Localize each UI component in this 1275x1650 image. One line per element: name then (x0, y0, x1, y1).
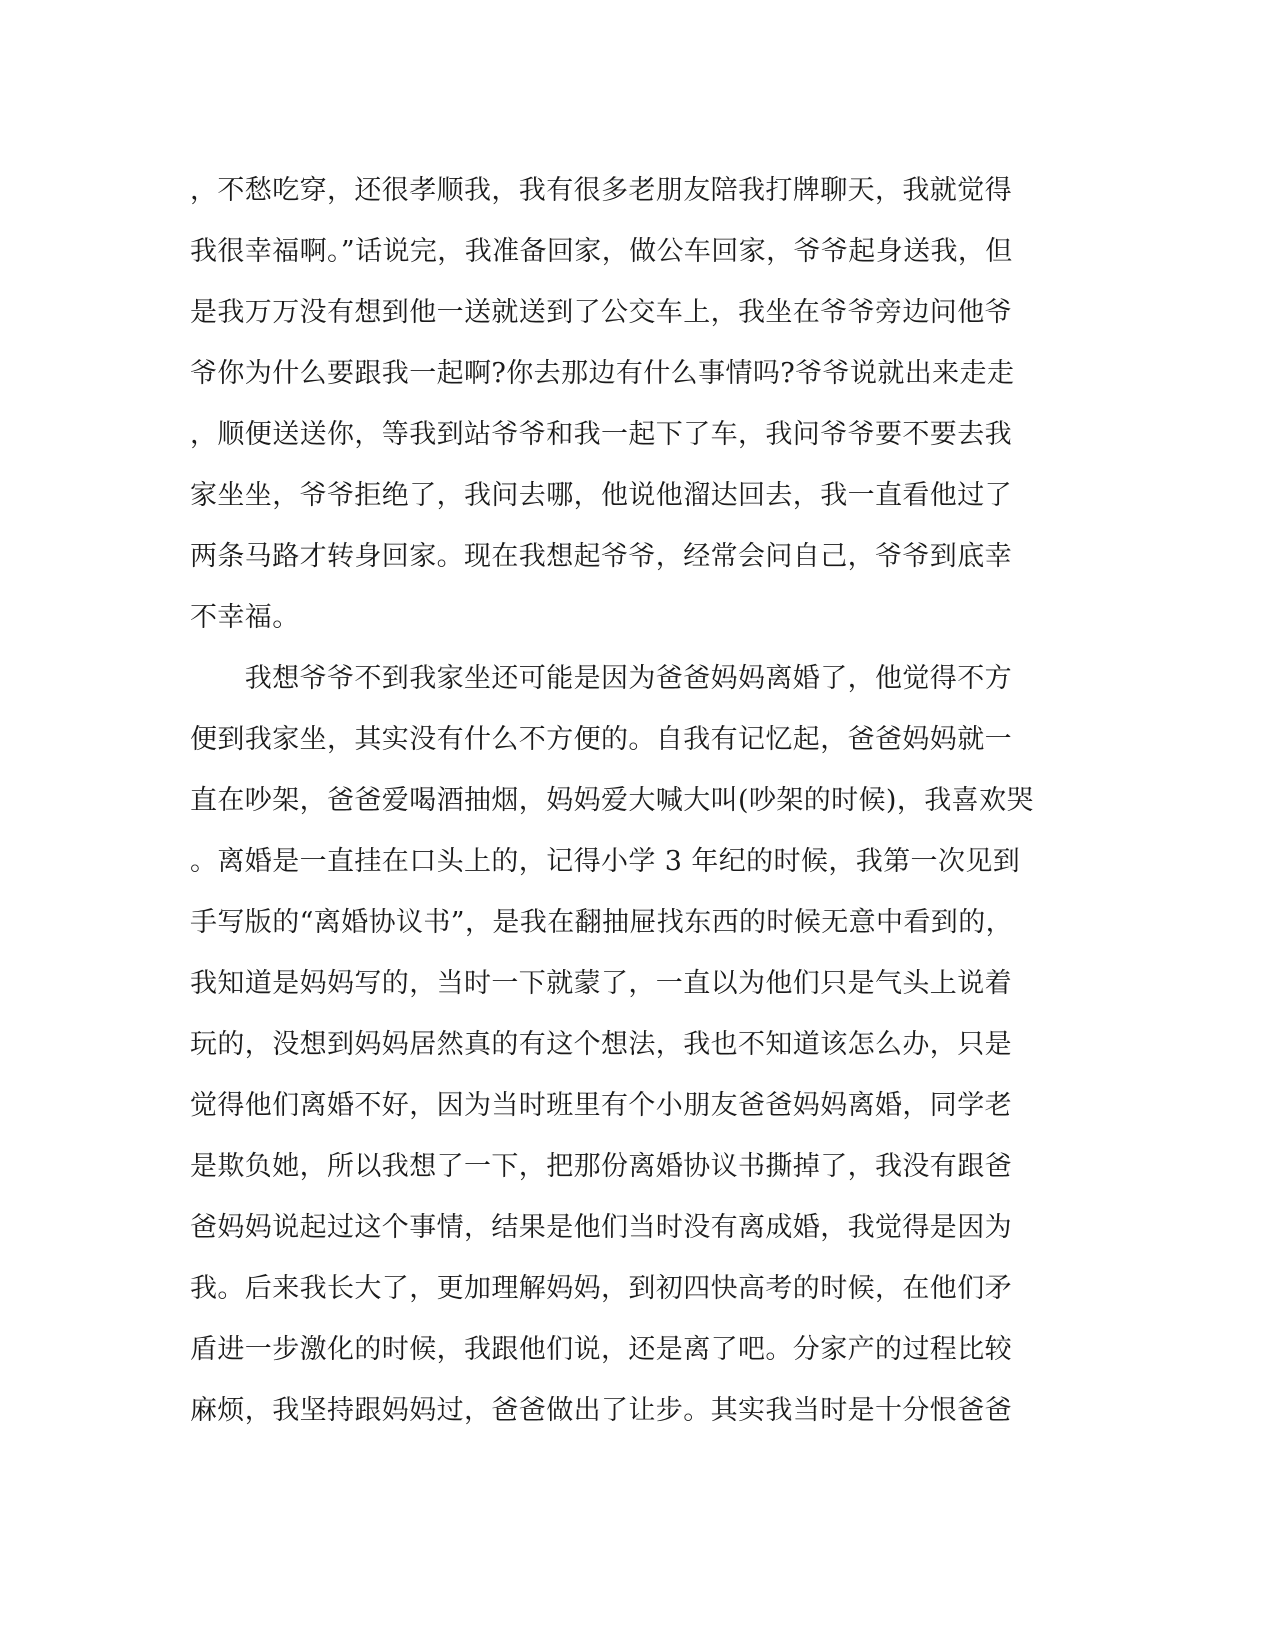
text-line: 麻烦，我坚持跟妈妈过，爸爸做出了让步。其实我当时是十分恨爸爸 (190, 1395, 1012, 1426)
text-line: ，不愁吃穿，还很孝顺我，我有很多老朋友陪我打牌聊天，我就觉得 (190, 175, 1012, 206)
text-line: 玩的，没想到妈妈居然真的有这个想法，我也不知道该怎么办，只是 (190, 1029, 1012, 1060)
text-line: 是我万万没有想到他一送就送到了公交车上，我坐在爷爷旁边问他爷 (190, 297, 1012, 328)
text-line: 手写版的“离婚协议书”，是我在翻抽屉找东西的时候无意中看到的， (190, 907, 1014, 938)
text-line: ，顺便送送你，等我到站爷爷和我一起下了车，我问爷爷要不要去我 (190, 419, 1012, 450)
text-line: 我很幸福啊。”话说完，我准备回家，做公车回家，爷爷起身送我，但 (190, 236, 1013, 267)
text-line: 爸妈妈说起过这个事情，结果是他们当时没有离成婚，我觉得是因为 (190, 1212, 1012, 1243)
text-line: 我知道是妈妈写的，当时一下就蒙了，一直以为他们只是气头上说着 (190, 968, 1012, 999)
text-line: 便到我家坐，其实没有什么不方便的。自我有记忆起，爸爸妈妈就一 (190, 724, 1012, 755)
text-line: 我。后来我长大了，更加理解妈妈，到初四快高考的时候，在他们矛 (190, 1273, 1012, 1304)
text-line: 直在吵架，爸爸爱喝酒抽烟，妈妈爱大喊大叫(吵架的时候)，我喜欢哭 (190, 785, 1034, 816)
text-line: 不幸福。 (190, 602, 300, 633)
text-line: 。离婚是一直挂在口头上的，记得小学 3 年纪的时候，我第一次见到 (190, 846, 1021, 877)
text-line: 家坐坐，爷爷拒绝了，我问去哪，他说他溜达回去，我一直看他过了 (190, 480, 1012, 511)
text-line: 觉得他们离婚不好，因为当时班里有个小朋友爸爸妈妈离婚，同学老 (190, 1090, 1012, 1121)
paragraph-start-line: 我想爷爷不到我家坐还可能是因为爸爸妈妈离婚了，他觉得不方 (190, 663, 1012, 694)
text-line: 两条马路才转身回家。现在我想起爷爷，经常会问自己，爷爷到底幸 (190, 541, 1012, 572)
text-line: 是欺负她，所以我想了一下，把那份离婚协议书撕掉了，我没有跟爸 (190, 1151, 1012, 1182)
body-text (190, 160, 1090, 1441)
text-line: 盾进一步激化的时候，我跟他们说，还是离了吧。分家产的过程比较 (190, 1334, 1012, 1365)
text-line: 爷你为什么要跟我一起啊?你去那边有什么事情吗?爷爷说就出来走走 (190, 358, 1015, 389)
